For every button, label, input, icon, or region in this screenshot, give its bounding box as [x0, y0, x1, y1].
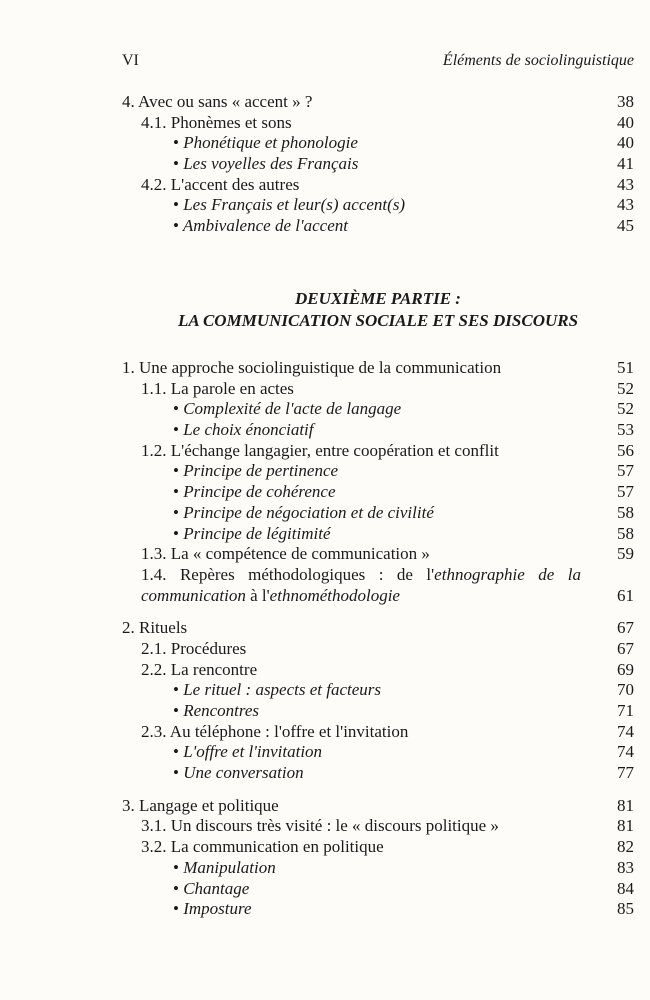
- toc-entry-title: • Complexité de l'acte de langage: [173, 399, 402, 419]
- toc-entry-page: 74: [617, 742, 634, 762]
- toc-entry-page: 53: [617, 420, 634, 440]
- toc-entry: [122, 879, 634, 900]
- toc-entry-page: 69: [617, 659, 634, 679]
- toc-entry-title: • Le choix énonciatif: [173, 420, 314, 440]
- toc-entry-page: 40: [617, 112, 634, 132]
- toc-entry-title: • L'offre et l'invitation: [173, 742, 323, 762]
- toc-entry-title: • Principe de légitimité: [173, 523, 331, 543]
- bullet-icon: •: [173, 461, 179, 481]
- toc-entry-title: • Phonétique et phonologie: [173, 133, 358, 153]
- toc-entry: [122, 216, 634, 237]
- toc-entry: [122, 461, 634, 482]
- toc-entry: [122, 544, 634, 565]
- toc-entry-title: • Chantage: [173, 878, 250, 898]
- toc-entry: [122, 503, 634, 524]
- toc-entry: [122, 379, 634, 400]
- running-title: Éléments de sociolinguistique: [442, 52, 634, 69]
- bullet-icon: •: [173, 763, 179, 783]
- toc-entry: [122, 660, 634, 681]
- toc-entry-page: 52: [617, 378, 634, 398]
- bullet-icon: •: [173, 482, 179, 502]
- part-title-line2: LA COMMUNICATION SOCIALE ET SES DISCOURS: [177, 311, 579, 330]
- toc-entry: [122, 195, 634, 216]
- toc-entry-title: • Le rituel : aspects et facteurs: [173, 680, 382, 700]
- toc-entry-page: 85: [617, 899, 634, 919]
- toc-entry: [122, 899, 634, 920]
- toc-entry: [122, 742, 634, 763]
- toc-entry: [122, 701, 634, 722]
- toc-entry-page: 51: [617, 358, 634, 377]
- toc-entry-page: 43: [617, 195, 634, 215]
- bullet-icon: •: [173, 154, 179, 174]
- toc-entry: [122, 796, 634, 817]
- toc-entry-title: 1.4. Repères méthodologiques : de l'ethnographie de la communication à l'ethnométhodologie: [141, 564, 581, 605]
- toc-entry: [122, 763, 634, 784]
- toc-entry-title: 2. Rituels: [122, 618, 188, 638]
- bullet-icon: •: [173, 857, 179, 877]
- toc-entry-title: 4.1. Phonèmes et sons: [141, 112, 292, 132]
- toc-entry: [122, 722, 634, 743]
- page-header: [122, 52, 634, 76]
- toc-entry: [122, 133, 634, 154]
- page-folio: VI: [122, 52, 139, 69]
- toc-entry-page: 67: [617, 638, 634, 658]
- bullet-icon: •: [173, 502, 179, 522]
- toc-entry: [122, 524, 634, 545]
- toc-entry-title: • Les Français et leur(s) accent(s): [173, 195, 406, 215]
- toc-entry: [122, 154, 634, 175]
- bullet-icon: •: [173, 399, 179, 419]
- toc-entry-page: 84: [617, 878, 634, 898]
- bullet-icon: •: [173, 420, 179, 440]
- toc-entry-title: 3. Langage et politique: [122, 795, 279, 815]
- toc-entry-title: • Principe de cohérence: [173, 482, 336, 502]
- bullet-icon: •: [173, 195, 179, 215]
- toc-entry-page: 57: [617, 461, 634, 481]
- toc-entry-title: 2.2. La rencontre: [141, 659, 258, 679]
- toc-entry-page: 38: [617, 92, 634, 111]
- toc-entry: [122, 837, 634, 858]
- toc-entry-page: 71: [617, 701, 634, 721]
- toc-section-communication: [122, 358, 634, 920]
- toc-entry-title: • Imposture: [173, 899, 252, 919]
- toc-entry: [122, 358, 634, 379]
- toc-entry-page: 77: [617, 763, 634, 783]
- bullet-icon: •: [173, 701, 179, 721]
- bullet-icon: •: [173, 742, 179, 762]
- bullet-icon: •: [173, 680, 179, 700]
- toc-entry-page: 52: [617, 399, 634, 419]
- toc-entry-title: 1.3. La « compétence de communication »: [141, 544, 430, 564]
- toc-entry: [122, 858, 634, 879]
- toc-entry: [122, 92, 634, 113]
- bullet-icon: •: [173, 878, 179, 898]
- toc-entry: [122, 420, 634, 441]
- part-title-line1: DEUXIÈME PARTIE :: [295, 289, 461, 308]
- toc-entry: [122, 816, 634, 837]
- toc-entry-page: 70: [617, 680, 634, 700]
- toc-entry: [122, 639, 634, 660]
- toc-entry-page: 59: [617, 544, 634, 564]
- toc-entry-title: 2.1. Procédures: [141, 638, 247, 658]
- toc-entry-title: • Rencontres: [173, 701, 260, 721]
- bullet-icon: •: [173, 133, 179, 153]
- toc-entry-title: 1.1. La parole en actes: [141, 378, 294, 398]
- toc-entry-title: • Principe de négociation et de civilité: [173, 502, 434, 522]
- toc-entry-page: 45: [617, 216, 634, 236]
- toc-entry-title: 3.1. Un discours très visité : le « discours politique »: [141, 816, 499, 836]
- toc-entry-page: 81: [617, 816, 634, 836]
- toc-entry-title: • Les voyelles des Français: [173, 154, 359, 174]
- toc-entry-title: • Manipulation: [173, 857, 276, 877]
- toc-entry-page: 83: [617, 857, 634, 877]
- toc-entry-title: 1.2. L'échange langagier, entre coopération et conflit: [141, 440, 499, 460]
- toc-entry-page: 74: [617, 721, 634, 741]
- toc-entry: [122, 680, 634, 701]
- toc-entry-page: 56: [617, 440, 634, 460]
- toc-entry-title: 1. Une approche sociolinguistique de la communication: [122, 358, 502, 377]
- toc-entry: [122, 113, 634, 134]
- bullet-icon: •: [173, 899, 179, 919]
- toc-entry: [122, 565, 634, 606]
- toc-entry: [122, 482, 634, 503]
- bullet-icon: •: [173, 523, 179, 543]
- toc-entry-title: 4.2. L'accent des autres: [141, 174, 300, 194]
- bullet-icon: •: [173, 216, 179, 236]
- toc-entry-page: 81: [617, 795, 634, 815]
- toc-entry-title: 3.2. La communication en politique: [141, 837, 384, 857]
- toc-entry-page: 82: [617, 837, 634, 857]
- toc-entry-page: 43: [617, 174, 634, 194]
- toc-entry-page: 41: [617, 154, 634, 174]
- toc-entry-title: • Une conversation: [173, 763, 304, 783]
- toc-entry-title: 4. Avec ou sans « accent » ?: [122, 92, 313, 111]
- toc-entry-title: • Ambivalence de l'accent: [173, 216, 348, 236]
- toc-entry-page: 58: [617, 523, 634, 543]
- toc-entry: [122, 618, 634, 639]
- toc-block-accent: [122, 92, 634, 237]
- toc-entry: [122, 399, 634, 420]
- toc-entry-page: 61: [617, 585, 634, 605]
- toc-entry-page: 67: [617, 618, 634, 638]
- toc-entry-page: 40: [617, 133, 634, 153]
- part-title: [122, 288, 634, 332]
- toc-entry: [122, 175, 634, 196]
- toc-entry-page: 57: [617, 482, 634, 502]
- toc-entry-title: 2.3. Au téléphone : l'offre et l'invitation: [141, 721, 409, 741]
- toc-entry: [122, 441, 634, 462]
- toc-entry-title: • Principe de pertinence: [173, 461, 339, 481]
- toc-entry-page: 58: [617, 502, 634, 522]
